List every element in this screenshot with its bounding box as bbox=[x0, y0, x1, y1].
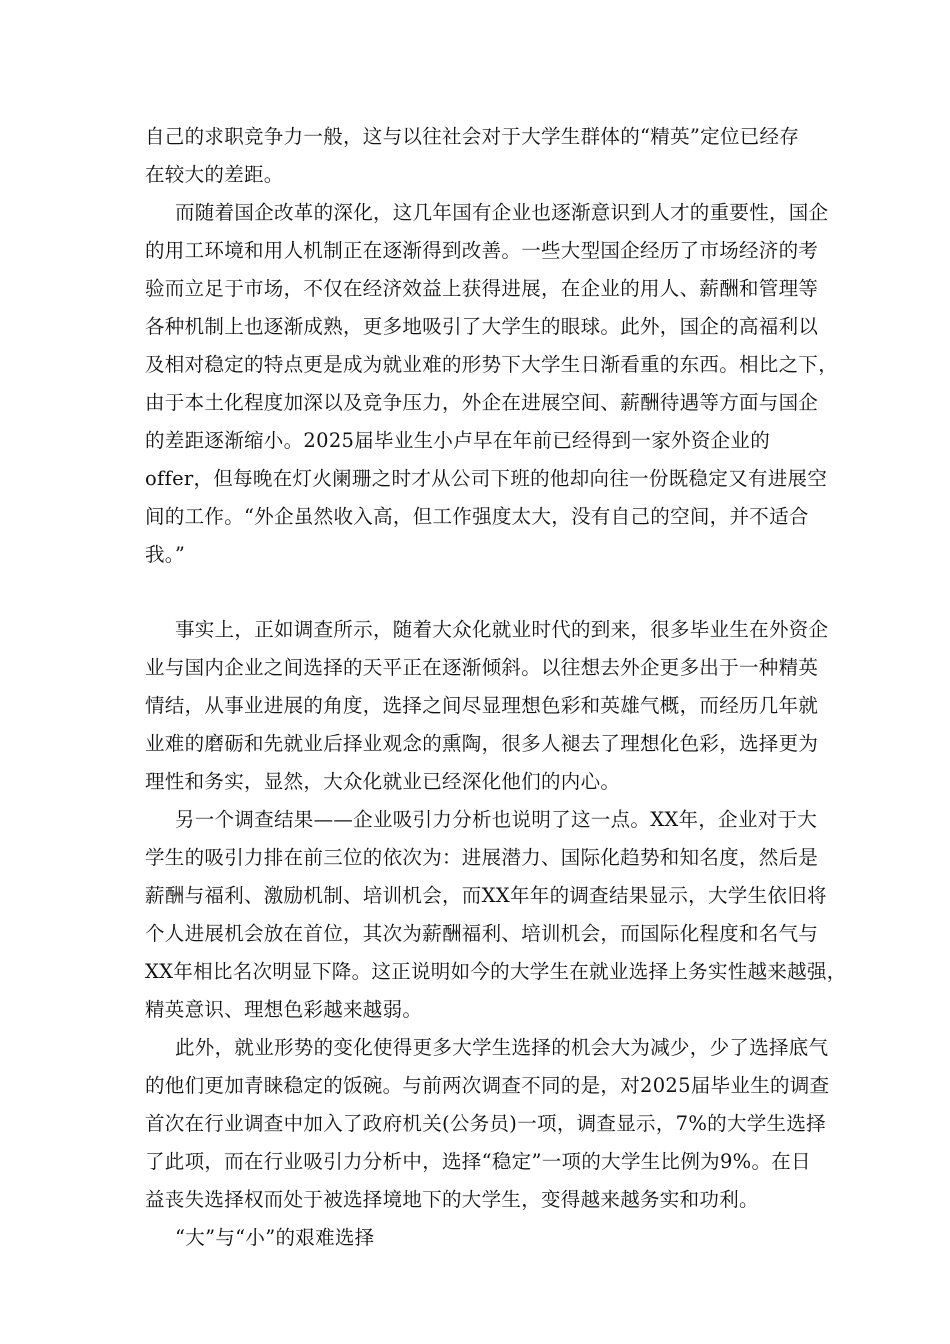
text-line: 的他们更加青睐稳定的饭碗。与前两次调查不同的是，对2025届毕业生的调查 bbox=[145, 1074, 830, 1097]
text-line: 精英意识、理想色彩越来越弱。 bbox=[145, 998, 423, 1021]
text-line: offer，但每晚在灯火阑珊之时才从公司下班的他却向往一份既稳定又有进展空 bbox=[145, 467, 828, 490]
section-heading: “大”与“小”的艰难选择 bbox=[175, 1226, 375, 1249]
text-line: 业难的磨砺和先就业后择业观念的熏陶，很多人褪去了理想化色彩，选择更为 bbox=[145, 732, 819, 755]
text-line: 自己的求职竞争力一般，这与以往社会对于大学生群体的“精英”定位已经存 bbox=[145, 125, 800, 148]
text-line: 各种机制上也逐渐成熟，更多地吸引了大学生的眼球。此外，国企的高福利以 bbox=[145, 315, 819, 338]
text-line: 而随着国企改革的深化，这几年国有企业也逐渐意识到人才的重要性，国企 bbox=[175, 201, 829, 224]
text-line: 在较大的差距。 bbox=[145, 163, 284, 186]
text-line: 理性和务实，显然，大众化就业已经深化他们的内心。 bbox=[145, 770, 621, 793]
text-line: 事实上，正如调查所示，随着大众化就业时代的到来，很多毕业生在外资企 bbox=[175, 618, 829, 641]
text-line: 学生的吸引力排在前三位的依次为：进展潜力、国际化趋势和知名度，然后是 bbox=[145, 846, 819, 869]
text-line: 的用工环境和用人机制正在逐渐得到改善。一些大型国企经历了市场经济的考 bbox=[145, 239, 819, 262]
text-line: 业与国内企业之间选择的天平正在逐渐倾斜。以往想去外企更多出于一种精英 bbox=[145, 656, 819, 679]
text-line: 了此项，而在行业吸引力分析中，选择“稳定”一项的大学生比例为9%。在日 bbox=[145, 1150, 811, 1173]
text-line: 益丧失选择权而处于被选择境地下的大学生，变得越来越务实和功利。 bbox=[145, 1188, 759, 1211]
text-line: 此外，就业形势的变化使得更多大学生选择的机会大为减少，少了选择底气 bbox=[175, 1036, 829, 1059]
text-line: 我。” bbox=[145, 543, 186, 566]
text-line: 个人进展机会放在首位，其次为薪酬福利、培训机会，而国际化程度和名气与 bbox=[145, 922, 819, 945]
text-line: 间的工作。“外企虽然收入高，但工作强度太大，没有自己的空间，并不适合 bbox=[145, 505, 809, 528]
text-line: 的差距逐渐缩小。2025届毕业生小卢早在年前已经得到一家外资企业的 bbox=[145, 429, 771, 452]
text-line: 另一个调查结果——企业吸引力分析也说明了这一点。XX年，企业对于大 bbox=[175, 808, 818, 831]
text-line: 情结，从事业进展的角度，选择之间尽显理想色彩和英雄气概，而经历几年就 bbox=[145, 694, 819, 717]
text-line: 及相对稳定的特点更是成为就业难的形势下大学生日渐看重的东西。相比之下， bbox=[145, 353, 839, 376]
text-line: XX年相比名次明显下降。这正说明如今的大学生在就业选择上务实性越来越强， bbox=[145, 960, 847, 983]
text-line: 验而立足于市场，不仅在经济效益上获得进展，在企业的用人、薪酬和管理等 bbox=[145, 277, 819, 300]
text-line: 薪酬与福利、激励机制、培训机会，而XX年年的调查结果显示，大学生依旧将 bbox=[145, 884, 827, 907]
text-line: 首次在行业调查中加入了政府机关(公务员)一项，调查显示，7%的大学生选择 bbox=[145, 1112, 826, 1135]
text-line: 由于本土化程度加深以及竞争压力，外企在进展空间、薪酬待遇等方面与国企 bbox=[145, 391, 819, 414]
